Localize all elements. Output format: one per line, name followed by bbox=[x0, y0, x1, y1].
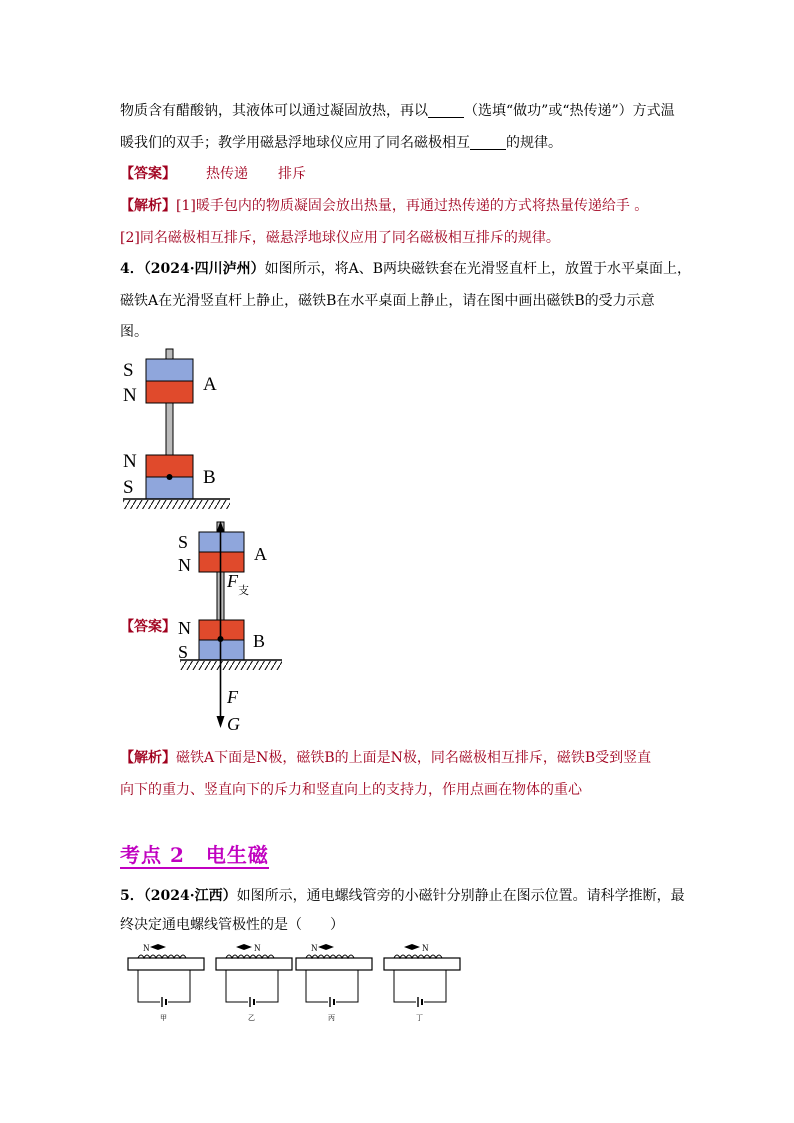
label-f-support: F bbox=[227, 571, 238, 591]
q5-solenoid-figure bbox=[122, 938, 472, 1023]
magnet-a-s bbox=[199, 532, 244, 552]
label-b: B bbox=[253, 631, 266, 651]
solenoid-core bbox=[296, 958, 372, 970]
circuit-wire bbox=[226, 970, 248, 1002]
solenoid-yi bbox=[216, 943, 292, 1022]
q4-line-1: 4．（2024·四川泸州）如图所示，将A、B两块磁铁套在光滑竖直杆上，放置于水平桌面上， bbox=[120, 261, 691, 277]
needle-n-label: N bbox=[422, 943, 429, 953]
label-a: A bbox=[203, 374, 217, 395]
q4-line-3: 图。 bbox=[120, 324, 148, 340]
label-g: G bbox=[227, 714, 240, 734]
needle-n-label: N bbox=[143, 943, 150, 953]
solenoid-core bbox=[128, 958, 204, 970]
down-arrowhead bbox=[217, 716, 225, 728]
section-heading: 考点 2 电生磁 bbox=[120, 843, 269, 867]
label-n-top: N bbox=[178, 555, 191, 575]
needle-icon bbox=[150, 944, 166, 950]
rod-cap bbox=[166, 349, 173, 360]
q3-answer: 【答案】 热传递 排斥 bbox=[120, 166, 306, 182]
label-s-top: S bbox=[123, 360, 134, 381]
label-f: F bbox=[227, 687, 238, 707]
circuit-wire bbox=[256, 970, 278, 1002]
circuit-wire bbox=[394, 970, 416, 1002]
label-f-support-sub: 支 bbox=[238, 585, 249, 597]
label-s-bottom: S bbox=[178, 642, 189, 662]
table-hatch bbox=[180, 661, 282, 670]
solenoid-ding bbox=[384, 943, 460, 1022]
magnet-b-n bbox=[146, 455, 193, 477]
table-hatch bbox=[123, 500, 230, 509]
magnet-b-s bbox=[199, 640, 244, 660]
label-b: B bbox=[203, 467, 216, 488]
magnet-a-n bbox=[146, 381, 193, 403]
q3-analysis-2: [2]同名磁极相互排斥，磁悬浮地球仪应用了同名磁极相互排斥的规律。 bbox=[120, 230, 560, 246]
q3-analysis-1: 【解析】[1]暖手包内的物质凝固会放出热量，再通过热传递的方式将热量传递给手 。 bbox=[120, 198, 649, 214]
needle-icon bbox=[404, 944, 420, 950]
center-dot bbox=[218, 636, 224, 642]
circuit-wire bbox=[138, 970, 160, 1002]
label-a: A bbox=[254, 544, 267, 564]
label-n-bottom: N bbox=[123, 451, 137, 472]
q3-line-1: 物质含有醋酸钠，其液体可以通过凝固放热，再以 （选填“做功”或“热传递”）方式温 bbox=[120, 103, 675, 119]
rod bbox=[166, 403, 173, 455]
center-dot bbox=[167, 474, 173, 480]
q4-question-figure bbox=[115, 345, 245, 510]
solenoid-jia bbox=[128, 943, 204, 1022]
q5-line-1: 5．（2024·江西）如图所示，通电螺线管旁的小磁针分别静止在图示位置。请科学推断，最 bbox=[120, 888, 685, 904]
needle-n-label: N bbox=[311, 943, 318, 953]
q4-answer-figure bbox=[172, 515, 292, 740]
solenoid-bing bbox=[296, 943, 372, 1022]
label-s-top: S bbox=[178, 532, 189, 552]
label-s-bottom: S bbox=[123, 477, 134, 498]
q4-answer-label: 【答案】 bbox=[120, 619, 176, 635]
fill-blank-2[interactable] bbox=[470, 135, 506, 150]
q4-analysis-1: 【解析】磁铁A下面是N极，磁铁B的上面是N极，同名磁极相互排斥，磁铁B受到竖直 bbox=[120, 750, 652, 766]
solenoid-core bbox=[384, 958, 460, 970]
circuit-wire bbox=[168, 970, 190, 1002]
magnet-b-s bbox=[146, 477, 193, 499]
label-n-bottom: N bbox=[178, 618, 191, 638]
caption-yi: 乙 bbox=[248, 1014, 255, 1022]
needle-icon bbox=[318, 944, 334, 950]
caption-bing: 丙 bbox=[328, 1014, 335, 1022]
caption-jia: 甲 bbox=[160, 1014, 167, 1022]
q4-analysis-2: 向下的重力、竖直向下的斥力和竖直向上的支持力，作用点画在物体的重心 bbox=[120, 782, 582, 798]
label-n-top: N bbox=[123, 385, 137, 406]
magnet-a-s bbox=[146, 359, 193, 381]
solenoid-core bbox=[216, 958, 292, 970]
needle-icon bbox=[236, 944, 252, 950]
magnet-a-n bbox=[199, 552, 244, 572]
q3-line-2: 暖我们的双手；教学用磁悬浮地球仪应用了同名磁极相互 的规律。 bbox=[120, 135, 562, 151]
needle-n-label: N bbox=[254, 943, 261, 953]
fill-blank-1[interactable] bbox=[428, 103, 464, 118]
circuit-wire bbox=[424, 970, 446, 1002]
circuit-wire bbox=[336, 970, 358, 1002]
q5-line-2: 终决定通电螺线管极性的是（ ） bbox=[120, 917, 344, 933]
q4-line-2: 磁铁A在光滑竖直杆上静止，磁铁B在水平桌面上静止，请在图中画出磁铁B的受力示意 bbox=[120, 293, 655, 309]
caption-ding: 丁 bbox=[416, 1014, 423, 1022]
circuit-wire bbox=[306, 970, 328, 1002]
